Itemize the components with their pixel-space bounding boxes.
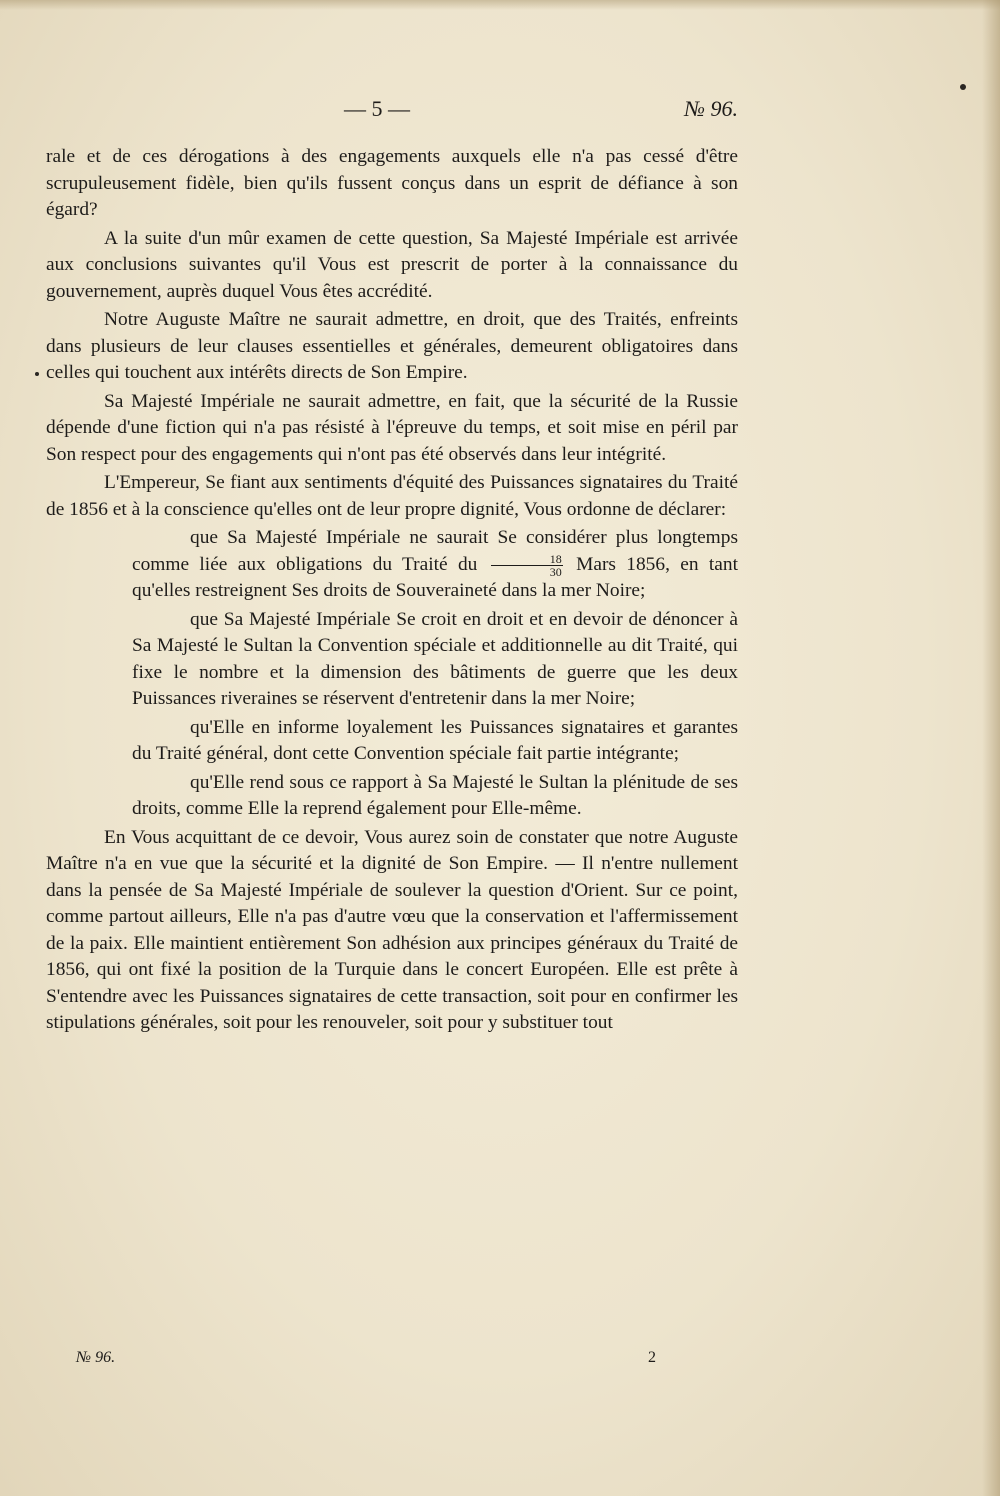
paper-edge-top [0, 0, 1000, 10]
paragraph: L'Empereur, Se fiant aux sentiments d'équité des Puissances signataires du Traité de 1856 et à la conscience qu'elles ont de leur propre dignité, Vous ordonne de déclarer: [46, 472, 738, 520]
paper-edge-right [982, 0, 1000, 1496]
date-fraction [491, 553, 563, 578]
paragraph-continuation: rale et de ces dérogations à des engagements auxquels elle n'a pas cessé d'être scrupuleusement fidèle, bien qu'ils fussent conçus dans un esprit de défiance à son égard? [46, 146, 738, 220]
footer-signature: № 96. [76, 1349, 116, 1366]
page-footer [76, 1349, 656, 1373]
page-header [46, 96, 738, 136]
page-number: — 5 — [344, 96, 410, 121]
declaration-clause-3: qu'Elle en informe loyalement les Puissances signataires et garantes du Traité général, dont cette Convention spéciale fait partie intégrante; [132, 716, 738, 764]
clause-text: que Sa Majesté Impériale ne saurait Se considérer plus longtemps comme liée aux obligations du Traité du [132, 527, 738, 575]
paragraph-closing: En Vous acquittant de ce devoir, Vous aurez soin de constater que notre Auguste Maître n'a en vue que la sécurité et la dignité de Son Empire. — Il n'entre nullement dans la pensée de Sa Majesté Impériale de soulever la question d'Orient. Sur ce point, comme partout ailleurs, Elle n'a pas d'autre vœu que la conservation et l'affermissement de la paix. Elle maintient entièrement Son adhésion aux principes généraux du Traité de 1856, qui ont fixé la position de la Turquie dans le concert Européen. Elle est prête à S'entendre avec les Puissances signataires de cette transaction, soit pour en confirmer les stipulations générales, soit pour les renouveler, soit pour y substituer tout [46, 826, 738, 1033]
fraction-numerator: 18 [491, 553, 563, 566]
declaration-clause-2: que Sa Majesté Impériale Se croit en droit et en devoir de dénoncer à Sa Majesté le Sultan la Convention spéciale et additionnelle au dit Traité, qui fixe le nombre et la dimension des bâtiments de guerre que les deux Puissances riveraines se réservent d'entretenir dans la mer Noire; [132, 608, 738, 709]
ink-speck [960, 84, 966, 90]
paragraph: Sa Majesté Impériale ne saurait admettre, en fait, que la sécurité de la Russie dépende d'une fiction qui n'a pas résisté à l'épreuve du temps, et soit mise en péril par Son respect pour des engagements qui n'ont pas été observés dans leur intégrité. [46, 390, 738, 465]
declaration-clause-1 [132, 525, 738, 605]
document-number: № 96. [684, 96, 738, 121]
footer-sheet-number: 2 [648, 1349, 656, 1366]
ink-speck [35, 372, 39, 376]
fraction-denominator: 30 [549, 564, 562, 579]
paragraph: Notre Auguste Maître ne saurait admettre, en droit, que des Traités, enfreints dans plusieurs de leur clauses essentielles et générales, demeurent obligatoires dans celles qui touchent aux intérêts directs de Son Empire. [46, 309, 738, 383]
clause-text: Mars 1856, en tant qu'elles restreignent Ses droits de Souveraineté dans la mer Noire; [132, 553, 738, 601]
declaration-clause-4: qu'Elle rend sous ce rapport à Sa Majesté le Sultan la plénitude de ses droits, comme Elle la reprend également pour Elle-même. [132, 771, 738, 819]
paragraph: A la suite d'un mûr examen de cette question, Sa Majesté Impériale est arrivée aux conclusions suivantes qu'il Vous est prescrit de porter à la connaissance du gouvernement, auprès duquel Vous êtes accrédité. [46, 227, 738, 302]
document-body [46, 144, 738, 1039]
